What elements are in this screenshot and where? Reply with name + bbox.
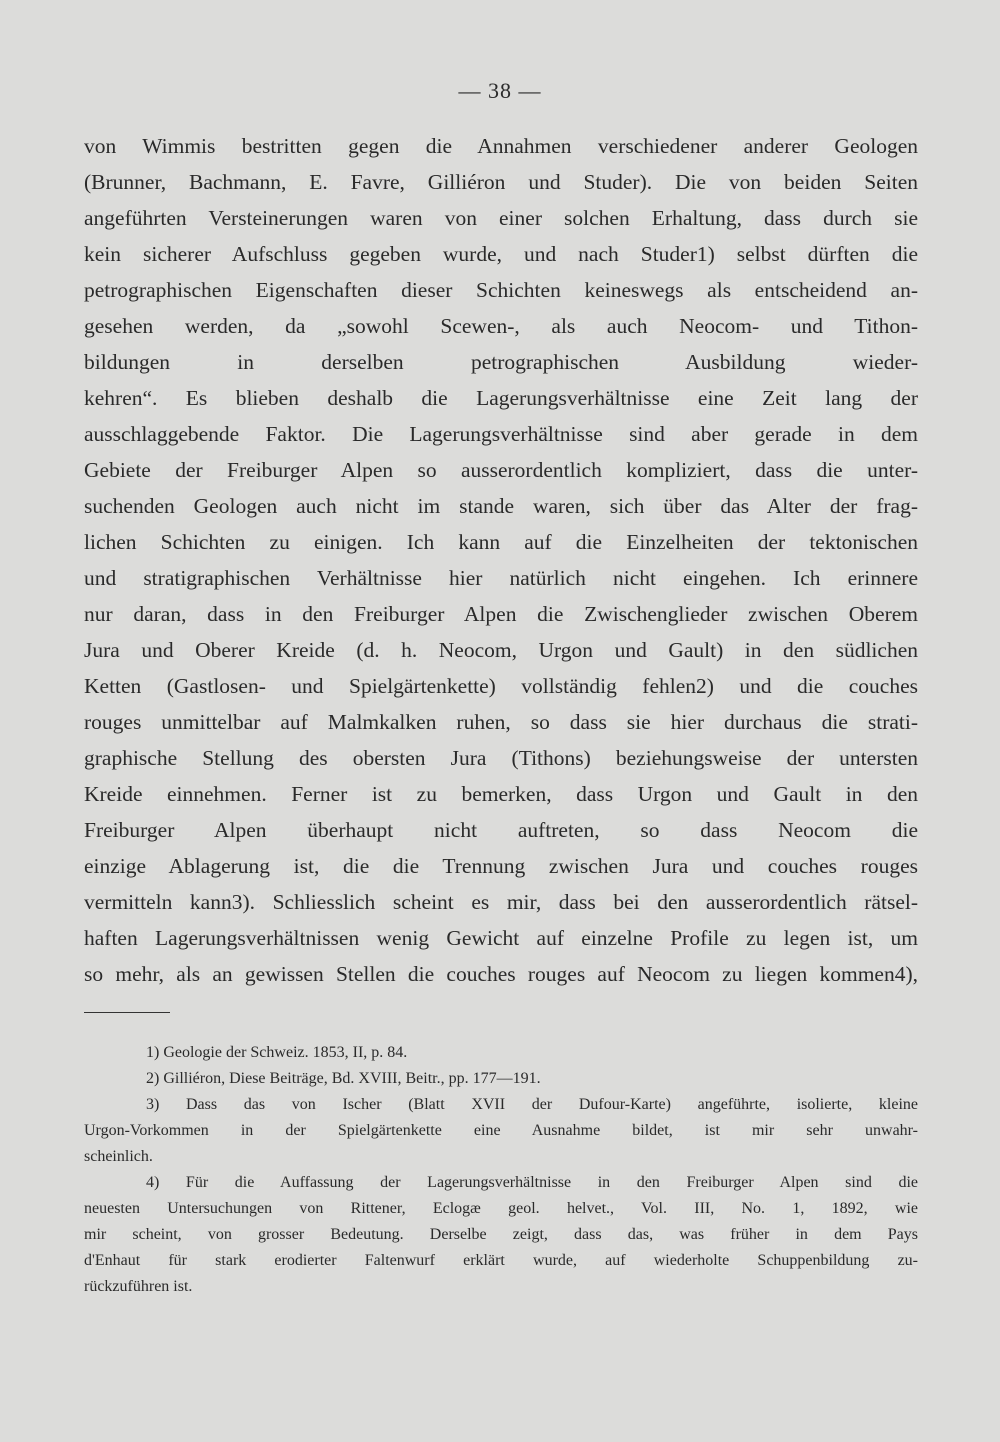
text-line: Ketten (Gastlosen- und Spielgärtenkette) vollständig fehlen2) und die couches bbox=[84, 674, 918, 698]
text-line: haften Lagerungsverhältnissen wenig Gewicht auf einzelne Profile zu legen ist, um bbox=[84, 926, 918, 950]
text-line: Gebiete der Freiburger Alpen so ausserordentlich kompliziert, dass die unter- bbox=[84, 458, 918, 482]
text-line: von Wimmis bestritten gegen die Annahmen verschiedener anderer Geologen bbox=[84, 134, 918, 158]
footnote-2: 2) Gilliéron, Diese Beiträge, Bd. XVIII, Beitr., pp. 177—191. bbox=[146, 1070, 541, 1087]
footnote-4-cont: d'Enhaut für stark erodierter Faltenwurf erklärt wurde, auf wiederholte Schuppenbildung zu- bbox=[84, 1252, 918, 1269]
footnote-3: 3) Dass das von Ischer (Blatt XVII der Dufour-Karte) angeführte, isolierte, kleine bbox=[146, 1096, 918, 1113]
footnotes bbox=[84, 1040, 918, 1300]
text-line: rouges unmittelbar auf Malmkalken ruhen, so dass sie hier durchaus die strati- bbox=[84, 710, 918, 734]
footnote-4: 4) Für die Auffassung der Lagerungsverhältnisse in den Freiburger Alpen sind die bbox=[146, 1174, 918, 1191]
text-line: ausschlaggebende Faktor. Die Lagerungsverhältnisse sind aber gerade in dem bbox=[84, 422, 918, 446]
text-line: (Brunner, Bachmann, E. Favre, Gilliéron und Studer). Die von beiden Seiten bbox=[84, 170, 918, 194]
footnote-4-cont: mir scheint, von grosser Bedeutung. Derselbe zeigt, dass das, was früher in dem Pays bbox=[84, 1226, 918, 1243]
body-text bbox=[84, 128, 918, 992]
text-line: und stratigraphischen Verhältnisse hier natürlich nicht eingehen. Ich erinnere bbox=[84, 566, 918, 590]
text-line: einzige Ablagerung ist, die die Trennung zwischen Jura und couches rouges bbox=[84, 854, 918, 878]
footnote-4-cont: rückzuführen ist. bbox=[84, 1278, 193, 1295]
text-line: nur daran, dass in den Freiburger Alpen die Zwischenglieder zwischen Oberem bbox=[84, 602, 918, 626]
text-line: graphische Stellung des obersten Jura (Tithons) beziehungsweise der untersten bbox=[84, 746, 918, 770]
footnote-4-cont: neuesten Untersuchungen von Rittener, Eclogæ geol. helvet., Vol. III, No. 1, 1892, wie bbox=[84, 1200, 918, 1217]
text-line: so mehr, als an gewissen Stellen die couches rouges auf Neocom zu liegen kommen4), bbox=[84, 962, 918, 986]
text-line: angeführten Versteinerungen waren von einer solchen Erhaltung, dass durch sie bbox=[84, 206, 918, 230]
text-line: Jura und Oberer Kreide (d. h. Neocom, Urgon und Gault) in den südlichen bbox=[84, 638, 918, 662]
text-line: Freiburger Alpen überhaupt nicht auftreten, so dass Neocom die bbox=[84, 818, 918, 842]
text-line: suchenden Geologen auch nicht im stande waren, sich über das Alter der frag- bbox=[84, 494, 918, 518]
text-line: bildungen in derselben petrographischen Ausbildung wieder- bbox=[84, 350, 918, 374]
page-number: — 38 — bbox=[458, 78, 542, 103]
text-line: lichen Schichten zu einigen. Ich kann auf die Einzelheiten der tektonischen bbox=[84, 530, 918, 554]
footnote-3-cont: scheinlich. bbox=[84, 1148, 153, 1165]
footnote-1: 1) Geologie der Schweiz. 1853, II, p. 84. bbox=[146, 1044, 408, 1061]
text-line: kein sicherer Aufschluss gegeben wurde, und nach Studer1) selbst dürften die bbox=[84, 242, 918, 266]
text-line: Kreide einnehmen. Ferner ist zu bemerken, dass Urgon und Gault in den bbox=[84, 782, 918, 806]
text-line: kehren“. Es blieben deshalb die Lagerungsverhältnisse eine Zeit lang der bbox=[84, 386, 918, 410]
text-line: petrographischen Eigenschaften dieser Schichten keineswegs als entscheidend an- bbox=[84, 278, 918, 302]
text-line: gesehen werden, da „sowohl Scewen-, als auch Neocom- und Tithon- bbox=[84, 314, 918, 338]
footnote-divider bbox=[84, 1012, 170, 1013]
footnote-3-cont: Urgon-Vorkommen in der Spielgärtenkette eine Ausnahme bildet, ist mir sehr unwahr- bbox=[84, 1122, 918, 1139]
text-line: vermitteln kann3). Schliesslich scheint es mir, dass bei den ausserordentlich rätsel- bbox=[84, 890, 918, 914]
